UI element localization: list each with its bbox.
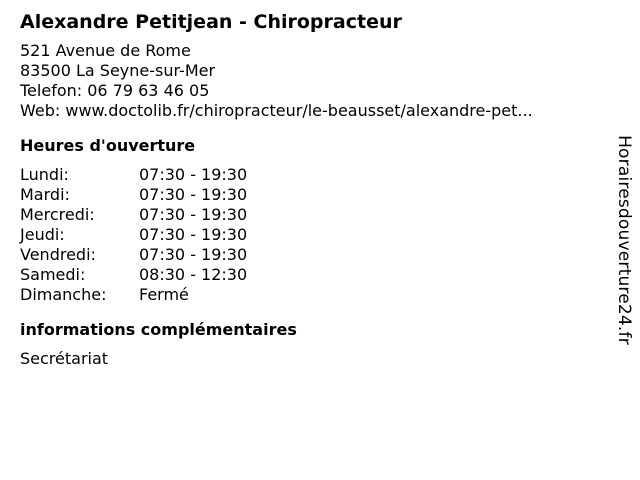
additional-info-heading: informations complémentaires — [20, 320, 297, 339]
hours-value: 07:30 - 19:30 — [139, 205, 248, 224]
hours-row-sunday — [20, 285, 600, 305]
day-label: Vendredi: — [20, 245, 96, 264]
opening-hours-table — [20, 165, 600, 305]
hours-row-friday — [20, 245, 600, 265]
hours-value: 07:30 - 19:30 — [139, 225, 248, 244]
hours-row-tuesday — [20, 185, 600, 205]
hours-value: 08:30 - 12:30 — [139, 265, 248, 284]
address-city: 83500 La Seyne-sur-Mer — [20, 61, 216, 80]
hours-value: 07:30 - 19:30 — [139, 165, 248, 184]
hours-row-monday — [20, 165, 600, 185]
day-label: Mardi: — [20, 185, 70, 204]
hours-row-saturday — [20, 265, 600, 285]
hours-value: Fermé — [139, 285, 189, 304]
business-title: Alexandre Petitjean - Chiropracteur — [20, 11, 402, 33]
website-link[interactable] — [20, 101, 600, 121]
hours-row-thursday — [20, 225, 600, 245]
hours-row-wednesday — [20, 205, 600, 225]
address-street: 521 Avenue de Rome — [20, 41, 191, 60]
day-label: Dimanche: — [20, 285, 107, 304]
opening-hours-heading: Heures d'ouverture — [20, 136, 196, 155]
hours-value: 07:30 - 19:30 — [139, 245, 248, 264]
hours-value: 07:30 - 19:30 — [139, 185, 248, 204]
day-label: Mercredi: — [20, 205, 95, 224]
day-label: Jeudi: — [20, 225, 65, 244]
day-label: Lundi: — [20, 165, 69, 184]
additional-info-item: Secrétariat — [20, 349, 109, 368]
website-link-text[interactable]: Web: www.doctolib.fr/chiropracteur/le-beausset/alexandre-pet... — [20, 101, 533, 120]
site-watermark: Horairesdouverture24.fr — [614, 135, 634, 345]
business-card — [20, 9, 600, 369]
phone-number[interactable]: Telefon: 06 79 63 46 05 — [20, 81, 210, 100]
day-label: Samedi: — [20, 265, 86, 284]
